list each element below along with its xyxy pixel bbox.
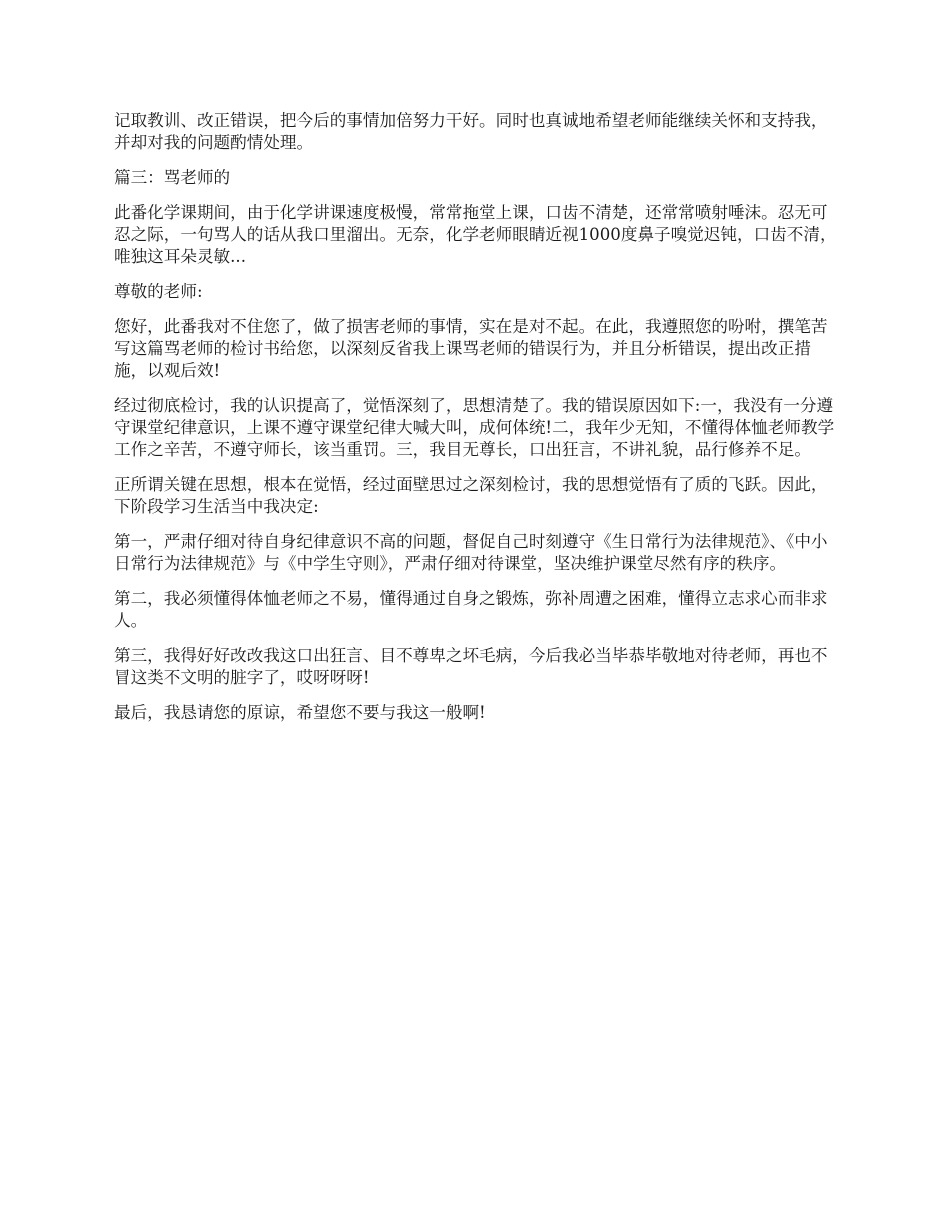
paragraph-point-two: 第二，我必须懂得体恤老师之不易，懂得通过自身之锻炼，弥补周遭之困难，懂得立志求心而非求人。 <box>114 589 828 630</box>
paragraph-intro-ending: 记取教训、改正错误，把今后的事情加倍努力干好。同时也真诚地希望老师能继续关怀和支持我，并却对我的问题酌情处理。 <box>114 111 828 152</box>
paragraph-decision-intro: 正所谓关键在思想，根本在觉悟，经过面壁思过之深刻检讨，我的思想觉悟有了质的飞跃。因此，下阶段学习生活当中我决定: <box>114 475 828 516</box>
paragraph-closing: 最后，我恳请您的原谅，希望您不要与我这一般啊! <box>114 703 486 722</box>
document-body <box>114 110 842 737</box>
salutation: 尊敬的老师: <box>114 282 203 301</box>
paragraph-point-one: 第一，严肃仔细对待自身纪律意识不高的问题，督促自己时刻遵守《生日常行为法律规范》、《中小日常行为法律规范》与《中学生守则》，严肃仔细对待课堂，坚决维护课堂尽然有序的秩序。 <box>114 532 828 573</box>
paragraph-apology: 您好，此番我对不住您了，做了损害老师的事情，实在是对不起。在此，我遵照您的吩咐，撰笔苦写这篇骂老师的检讨书给您，以深刻反省我上课骂老师的错误行为，并且分析错误，提出改正措施，以观后效! <box>114 317 828 380</box>
paragraph-point-three: 第三，我得好好改改我这口出狂言、目不尊卑之坏毛病，今后我必当毕恭毕敬地对待老师，再也不冒这类不文明的脏字了，哎呀呀呀! <box>114 646 828 687</box>
paragraph-background: 此番化学课期间，由于化学讲课速度极慢，常常拖堂上课，口齿不清楚，还常常喷射唾沫。忍无可忍之际，一句骂人的话从我口里溜出。无奈，化学老师眼睛近视1000度鼻子嗅觉迟钝，口齿不清，唯独这耳朵灵敏... <box>114 203 837 266</box>
section-heading: 篇三：骂老师的 <box>114 168 231 187</box>
paragraph-reasons: 经过彻底检讨，我的认识提高了，觉悟深刻了，思想清楚了。我的错误原因如下:一，我没有一分遵守课堂纪律意识，上课不遵守课堂纪律大喊大叫，成何体统!二，我年少无知，不懂得体恤老师教学工作之辛苦，不遵守师长，该当重罚。三，我目无尊长，口出狂言，不讲礼貌，品行修养不足。 <box>114 396 835 459</box>
